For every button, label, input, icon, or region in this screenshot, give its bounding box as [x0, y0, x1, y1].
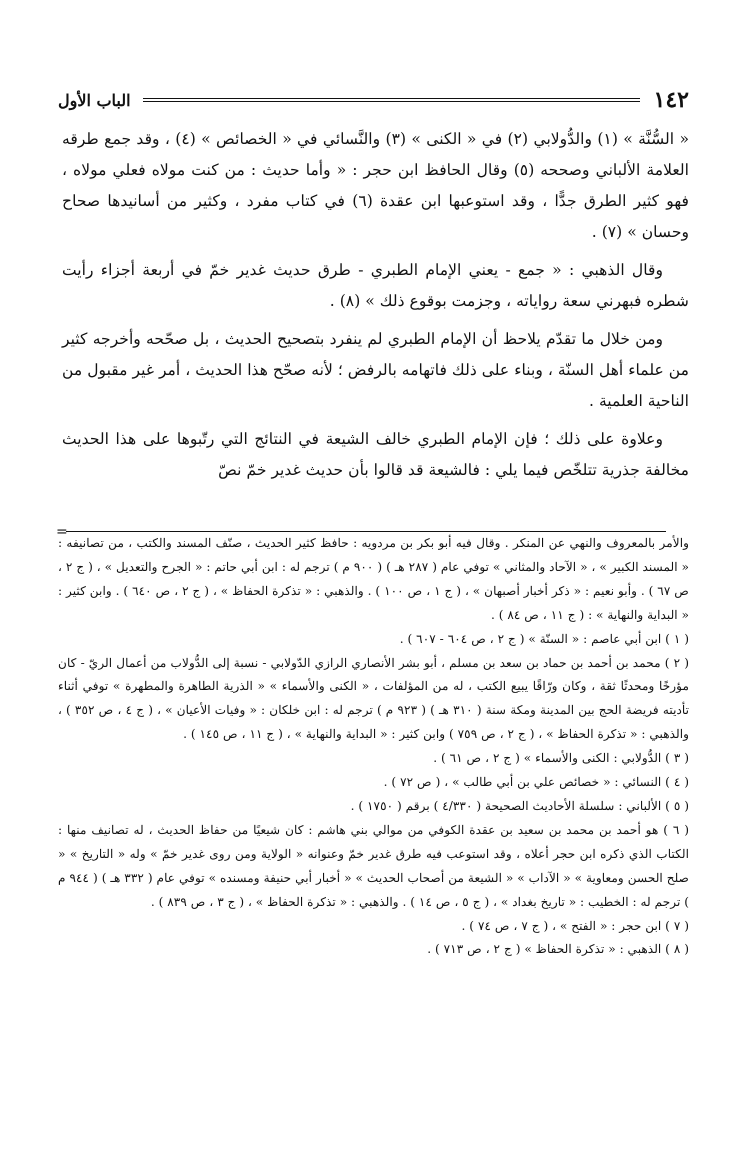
footnote: ( ١ ) ابن أبي عاصم : « السنّة » ( ج ٢ ، ص ٦٠٤ - ٦٠٧ ) .	[399, 631, 689, 646]
chapter-title: الباب الأول	[58, 90, 131, 110]
footnote-continuation-mark: =	[56, 524, 68, 540]
footnote: ( ٤ ) النسائي : « خصائص علي بن أبي طالب » ، ( ص ٧٢ ) .	[383, 775, 689, 790]
footnote: ( ٧ ) ابن حجر : « الفتح » ، ( ج ٧ ، ص ٧٤ ) .	[461, 918, 689, 933]
main-paragraph: وقال الذهبي : « جمع - يعني الإمام الطبري - طرق حديث غدير خمّ في أربعة أجزاء رأيت شطره فبهرني سعة رواياته ، وجزمت بوقوع ذلك » (٨) .	[62, 261, 689, 310]
footnote: والأمر بالمعروف والنهي عن المنكر . وقال فيه أبو بكر بن مردويه : حافظ كثير الحديث ، صنّف المسند والكتب ، من تصانيفه : « المسند الكبير » ، « الآحاد والمثاني » توفي عام ( ٢٨٧ هـ ) ( ٩٠٠ م ) ترجم له : ابن أبي حاتم : « الجرح والتعديل » ، ( ج ٢ ، ص ٦٧ ) . وأبو نعيم : « ذكر أخبار أصبهان » ، ( ج ١ ، ص ١٠٠ ) . والذهبي : « تذكرة الحفاظ » ، ( ج ٢ ، ص ٦٤٠ ) . وابن كثير : « البداية والنهاية » : ( ج ١١ ، ص ٨٤ ) .	[58, 536, 690, 622]
main-paragraph: وعلاوة على ذلك ؛ فإن الإمام الطبري خالف الشيعة في النتائج التي رتّبوها على هذا الحديث مخالفة جذرية تتلخّص فيما يلي : فالشيعة قد قالوا بأن حديث غدير خمّ نصّ	[62, 430, 689, 479]
footnote: ( ٨ ) الذهبي : « تذكرة الحفاظ » ( ج ٢ ، ص ٧١٣ ) .	[427, 942, 689, 957]
main-paragraph: ومن خلال ما تقدّم يلاحظ أن الإمام الطبري لم ينفرد بتصحيح الحديث ، بل صحّحه وأخرجه كثير من علماء أهل السنّة ، وبناء على ذلك فاتهامه بالرفض ؛ لأنه صحّح هذا الحديث ، أمر غير مقبول من الناحية العلمية .	[62, 330, 689, 410]
footnote: ( ٢ ) محمد بن أحمد بن حماد بن سعد بن مسلم ، أبو بشر الأنصاري الرازي الدّولابي - نسبة إلى الدُّولاب من أعمال الريّ - كان مؤرخًا ومحدثًا ثقة ، وكان ورّاقًا يبيع الكتب ، له من المؤلفات ، « الكنى والأسماء » « الذرية الطاهرة والمطهرة » توفي أثناء تأديته فريضة الحج بين المدينة ومكة سنة ( ٣١٠ هـ ) ( ٩٢٣ م ) ترجم له : ابن خلكان : « وفيات الأعيان » ، ( ج ٤ ، ص ٣٥٢ ) ، والذهبي : « تذكرة الحفاظ » ، ( ج ٢ ، ص ٧٥٩ ) وابن كثير : « البداية والنهاية » ، ( ج ١١ ، ص ١٤٥ ) .	[58, 655, 690, 742]
main-text	[62, 124, 689, 493]
page-number: ١٤٢	[653, 87, 689, 113]
footnotes	[58, 532, 689, 962]
footnote: ( ٣ ) الدُّولابي : الكنى والأسماء » ( ج ٢ ، ص ٦١ ) .	[433, 751, 689, 766]
header-rule	[143, 98, 640, 102]
footnote: ( ٦ ) هو أحمد بن محمد بن سعيد بن عقدة الكوفي من موالي بني هاشم : كان شيعيًا من حفاظ الحديث ، له تصانيف منها : الكتاب الذي ذكره ابن حجر أعلاه ، وقد استوعب فيه طرق غدير خمّ وعنوانه « الولاية ومن روى غدير خمّ » وله « التاريخ » « صلح الحسن ومعاوية » « الآداب » « الشيعة من أصحاب الحديث » « أخبار أبي حنيفة ومسنده » توفي عام ( ٣٣٢ هـ ) ( ٩٤٤ م ) ترجم له : الخطيب : « تاريخ بغداد » ، ( ج ٥ ، ص ١٤ ) . والذهبي : « تذكرة الحفاظ » ، ( ج ٣ ، ص ٨٣٩ ) .	[58, 822, 689, 909]
main-paragraph: « السُّنَّة » (١) والدُّولابي (٢) في « الكنى » (٣) والنَّسائي في « الخصائص » (٤) ، وقد جمع طرقه العلامة الألباني وصححه (٥) وقال الحافظ ابن حجر : « وأما حديث : من كنت مولاه فعلي مولاه ، فهو كثير الطرق جدًّا ، وقد استوعبها ابن عقدة (٦) في كتاب مفرد ، وكثير من أسانيدها صحاح وحسان » (٧) .	[62, 130, 690, 241]
running-header	[58, 84, 689, 116]
footnote: ( ٥ ) الألباني : سلسلة الأحاديث الصحيحة ( ٤/٣٣٠ ) برقم ( ١٧٥٠ ) .	[350, 798, 689, 813]
